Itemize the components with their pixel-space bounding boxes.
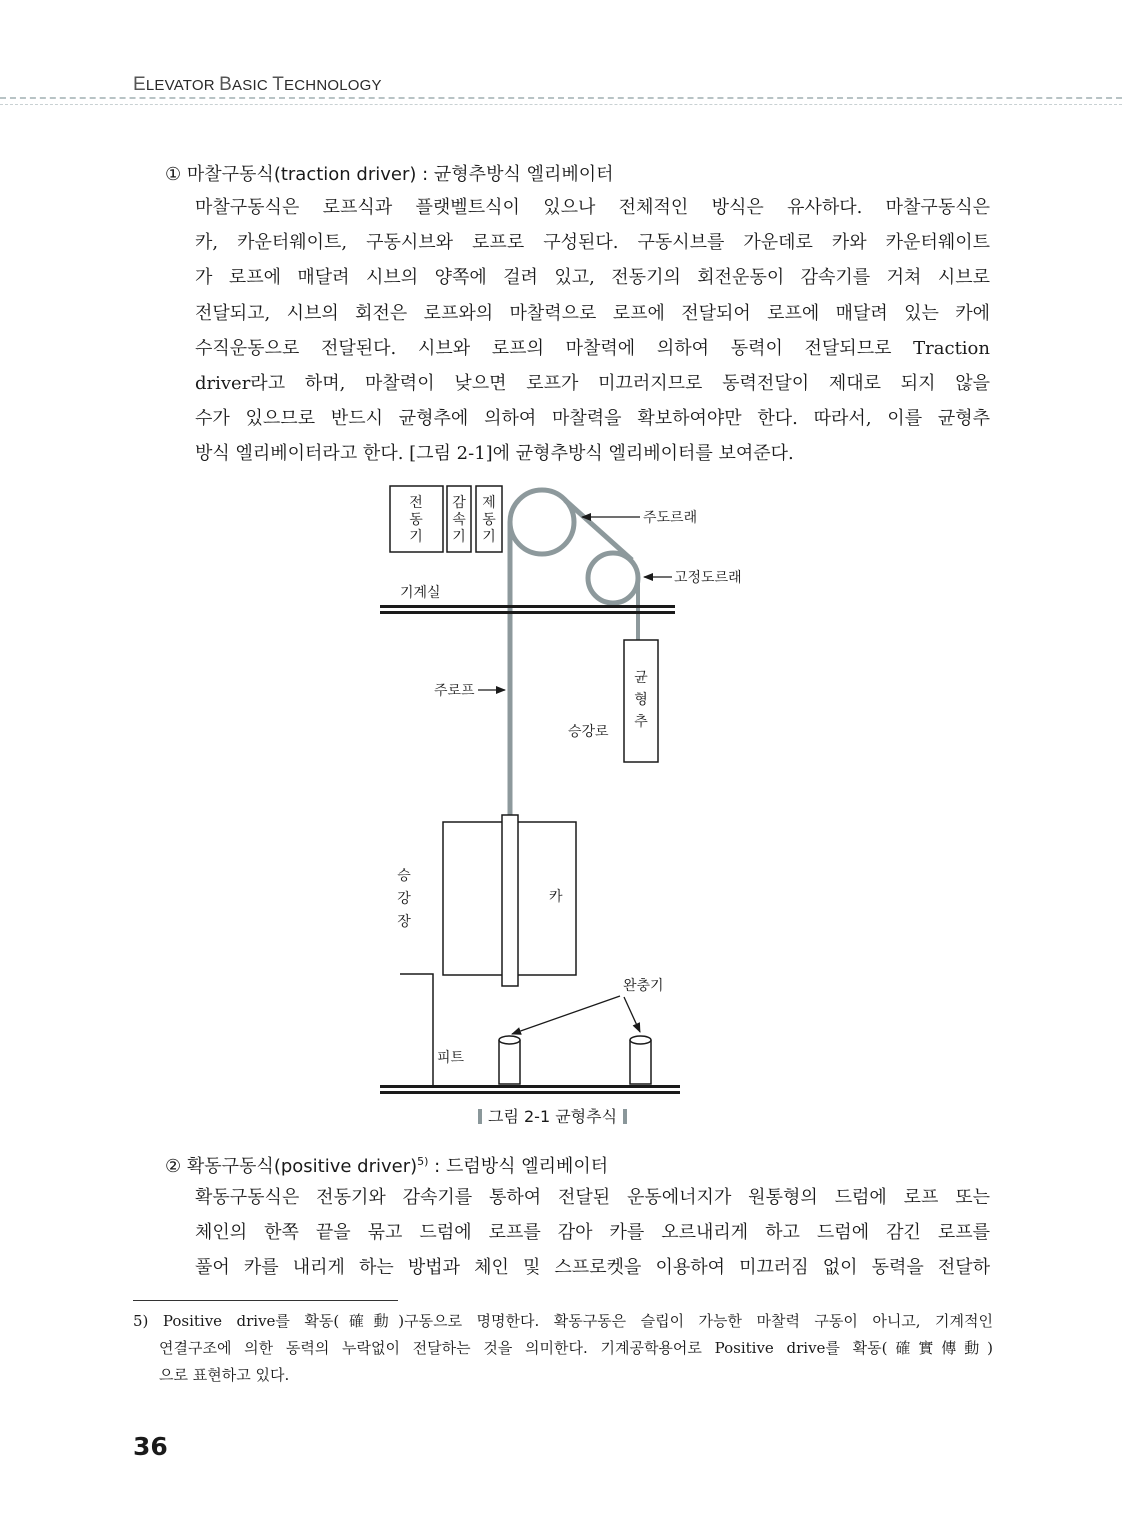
header-initial-t: T [272, 74, 285, 95]
brake-label: 동 [482, 512, 496, 528]
pit-floor [380, 1085, 680, 1088]
section-2-title-rest: : 드럼방식 엘리베이터 [428, 1156, 609, 1177]
section-2-marker: ② [165, 1156, 182, 1177]
body-line: 수직운동으로 전달된다. 시브와 로프의 마찰력에 의하여 동력이 전달되므로 Traction [195, 337, 990, 359]
machine-room-floor [380, 611, 675, 614]
footnote-line: 연결구조에 의한 동력의 누락없이 전달하는 것을 의미한다. 기계공학용어로 Positive drive를 확동(確實傳動) [159, 1339, 993, 1357]
caption-bar-right [623, 1109, 627, 1124]
buffer-leader-right [624, 997, 640, 1032]
brake-label: 제 [482, 495, 496, 511]
section-1-title: 마찰구동식(traction driver) : 균형추방식 엘리베이터 [186, 164, 614, 185]
machine-room-label: 기계실 [400, 585, 441, 601]
body-line: 방식 엘리베이터라고 한다. [그림 2-1]에 균형추방식 엘리베이터를 보여준다. [195, 443, 794, 465]
motor-label: 동 [409, 512, 423, 528]
main-rope-label: 주로프 [434, 683, 475, 699]
footnote [133, 1308, 993, 1389]
header-word-basic: ASIC [232, 77, 273, 94]
body-line: 카, 카운터웨이트, 구동시브와 로프로 구성된다. 구동시브를 가운데로 카와 카운터웨이트 [195, 232, 990, 254]
section-2-body [195, 1180, 990, 1286]
body-line: 확동구동식은 전동기와 감속기를 통하여 전달된 운동에너지가 원통형의 드럼에 로프 또는 [195, 1187, 990, 1208]
pit-wall [400, 974, 433, 1085]
footnote-line: 5) Positive drive를 확동(確動)구동으로 명명한다. 확동구동은 슬립이 가능한 마찰력 구동이 아니고, 기계적인 [133, 1312, 993, 1330]
body-line: 마찰구동식은 로프식과 플랫벨트식이 있으나 전체적인 방식은 유사하다. 마찰구동식은 [195, 197, 990, 218]
body-line: 체인의 한쪽 끝을 묶고 드럼에 로프를 감아 카를 오르내리게 하고 드럼에 감긴 로프를 [195, 1222, 990, 1244]
header-initial-e: E [133, 74, 146, 95]
section-2-heading [165, 1152, 608, 1178]
footnote-rule [133, 1300, 398, 1301]
footnote-line: 으로 표현하고 있다. [159, 1366, 290, 1384]
caption-text: 그림 2-1 균형추식 [488, 1107, 618, 1126]
fixed-sheave-label: 고정도르래 [674, 570, 742, 586]
motor-label: 기 [409, 529, 423, 545]
buffer-left [499, 1036, 520, 1084]
body-line: 수가 있으므로 반드시 균형추에 의하여 마찰력을 확보하여야만 한다. 따라서, 이를 균형추 [195, 408, 990, 430]
pit-label: 피트 [437, 1050, 465, 1066]
section-2-title: 확동구동식(positive driver) [186, 1156, 418, 1177]
buffer-right [630, 1036, 651, 1084]
footnote-ref: 5) [417, 1155, 429, 1168]
counterweight-label: 균 [634, 670, 648, 686]
body-line: 풀어 카를 내리게 하는 방법과 체인 및 스프로켓을 이용하여 미끄러짐 없이 동력을 전달하 [195, 1257, 990, 1279]
main-sheave-label: 주도르래 [643, 510, 698, 526]
caption-bar-left [478, 1109, 482, 1124]
motor-label: 전 [409, 495, 423, 511]
header-initial-b: B [219, 74, 233, 95]
reducer-label: 기 [452, 529, 466, 545]
brake-label: 기 [482, 529, 496, 545]
main-sheave [510, 490, 574, 554]
car-label: 카 [549, 889, 563, 905]
counterweight-label: 추 [634, 714, 648, 730]
landing-label: 승 [397, 868, 411, 884]
landing-label: 장 [397, 914, 411, 930]
body-line: 전달되고, 시브의 회전은 로프와의 마찰력으로 로프에 전달되어 로프에 매달려 있는 카에 [195, 302, 990, 324]
body-line: 가 로프에 매달려 시브의 양쪽에 걸려 있고, 전동기의 회전운동이 감속기를 거쳐 시브로 [195, 267, 990, 289]
section-1-marker: ① [165, 164, 182, 185]
buffer-leader-left [512, 996, 620, 1034]
page-number: 36 [133, 1432, 168, 1461]
machine-room-floor [380, 605, 675, 608]
reducer-label: 감 [452, 495, 466, 511]
body-line: driver라고 하며, 마찰력이 낮으면 로프가 미끄러지므로 동력전달이 제대로 되지 않을 [195, 373, 990, 395]
reducer-label: 속 [452, 512, 466, 528]
car-rope-channel [502, 815, 518, 986]
header-word-elevator: LEVATOR [145, 77, 220, 94]
buffer-label: 완충기 [623, 978, 664, 994]
hoistway-label: 승강로 [568, 724, 609, 740]
landing-label: 강 [397, 891, 411, 907]
pit-floor [380, 1091, 680, 1094]
figure-caption [472, 1104, 633, 1127]
counterweight-label: 형 [634, 692, 648, 708]
header-word-technology: ECHNOLOGY [284, 77, 382, 94]
